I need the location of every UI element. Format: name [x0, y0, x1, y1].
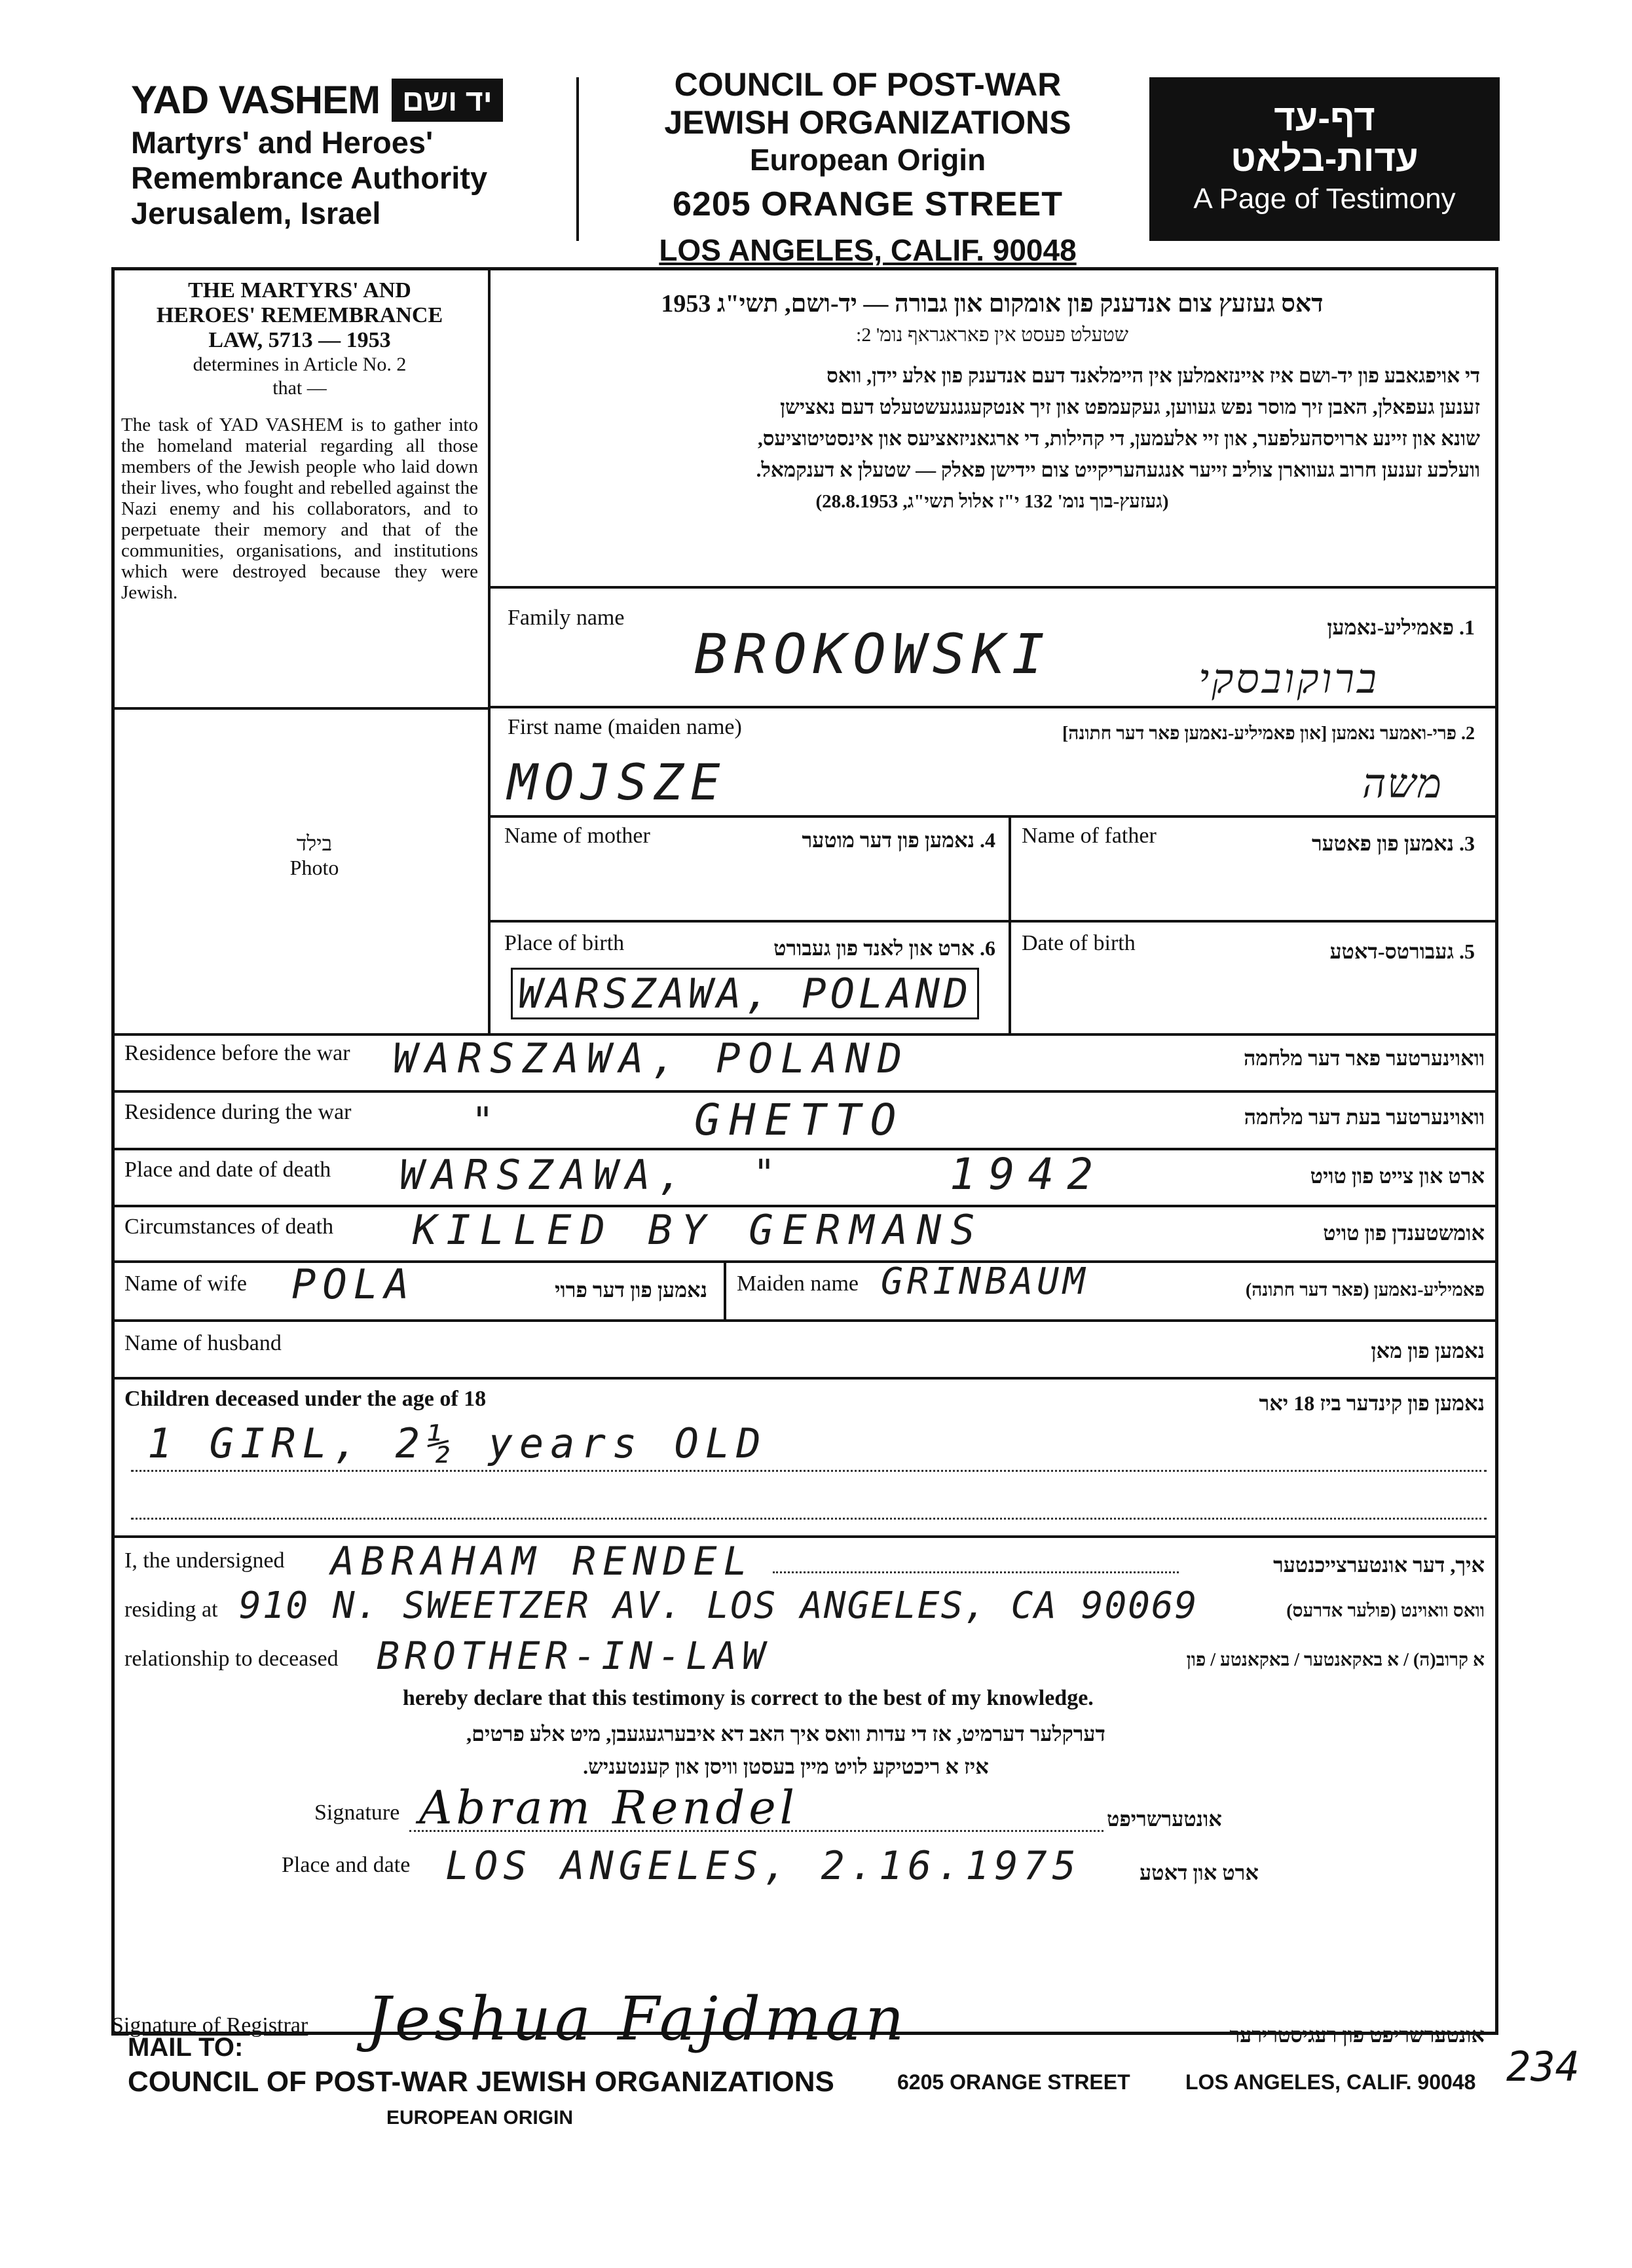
header-divider-left [576, 77, 579, 241]
yiddish-law-l5: (געזעץ-בוך נומ' 132 י"ז אלול תשי"ג, 28.8.1953) [815, 491, 1169, 512]
death-place-ditto[interactable]: " [753, 1152, 782, 1195]
place-date-value[interactable]: LOS ANGELES, 2.16.1975 [445, 1843, 1081, 1889]
birth-place-label: Place of birth [504, 931, 625, 955]
yad-vashem-title: YAD VASHEM [131, 78, 380, 122]
residing-heb-label: וואס וואוינט (פולער אדרעס) [1286, 1601, 1485, 1621]
wife-value[interactable]: POLA [291, 1260, 416, 1308]
testimony-hebrew1: דף-עד [1274, 97, 1375, 138]
law-box-line4: determines in Article No. 2 [193, 354, 407, 375]
header-left-line2: Remembrance Authority [131, 160, 488, 195]
undersigned-dotted [773, 1571, 1179, 1573]
law-box-line3: LAW, 5713 — 1953 [208, 328, 391, 352]
wife-divider [724, 1260, 726, 1319]
residence-during-heb-label: וואוינערטער בעת דער מלחמה [1244, 1105, 1485, 1129]
circumstances-value[interactable]: KILLED BY GERMANS [413, 1206, 984, 1254]
law-box-divider-h [111, 707, 490, 710]
footer-org: COUNCIL OF POST-WAR JEWISH ORGANIZATIONS [128, 2066, 834, 2098]
residing-value[interactable]: 910 N. SWEETZER AV. LOS ANGELES, CA 90069 [239, 1584, 1198, 1627]
family-name-value[interactable]: BROKOWSKI [694, 622, 1052, 686]
page-number: 234 [1506, 2043, 1580, 2091]
registrar-label: Signature of Registrar [111, 2013, 308, 2038]
place-date-heb-label: ארט און דאטע [1140, 1861, 1259, 1884]
footer-city: LOS ANGELES, CALIF. 90048 [1185, 2070, 1476, 2094]
wife-label: Name of wife [124, 1271, 247, 1296]
yiddish-law-l2: זענען געפאלן, האבן זיך מוסר נפש געווען, געקעמפט און זיך אנטקעגנגעשטעלט דעם נאצישן [780, 395, 1480, 418]
law-box [121, 278, 478, 603]
wife-heb-label: נאמען פון דער פרוי [555, 1278, 707, 1302]
registrar-heb-label: אונטערשריפט פון רעגיסטרירער [1229, 2023, 1485, 2047]
maiden-label: Maiden name [737, 1271, 859, 1296]
rule-10 [111, 1319, 1498, 1322]
law-box-line1: THE MARTYRS' AND [188, 278, 411, 302]
rule-1 [488, 586, 1498, 589]
father-heb-label: 3. נאמען פון פאטער [1311, 832, 1475, 855]
header-left-line1: Martyrs' and Heroes' [131, 125, 434, 160]
residing-label: residing at [124, 1598, 218, 1622]
death-place-heb-label: ארט און צייט פון טויט [1310, 1164, 1485, 1188]
rule-3 [488, 815, 1498, 818]
death-place-label: Place and date of death [124, 1158, 331, 1182]
death-date-value[interactable]: 1942 [950, 1149, 1106, 1199]
children-heb-label: נאמען פון קינדער ביז 18 יאר [1259, 1391, 1485, 1415]
mail-to-label: MAIL TO: [128, 2033, 244, 2062]
children-dotted-1 [131, 1470, 1487, 1472]
residence-during-label: Residence during the war [124, 1100, 352, 1124]
maiden-value[interactable]: GRINBAUM [881, 1260, 1089, 1303]
residence-before-heb-label: וואוינערטער פאר דער מלחמה [1243, 1046, 1485, 1070]
circumstances-heb-label: אומשטענדן פון טויט [1323, 1221, 1485, 1245]
yiddish-law-text [504, 288, 1480, 517]
testimony-hebrew2: עדות-בלאט [1231, 137, 1419, 179]
undersigned-label: I, the undersigned [124, 1548, 285, 1573]
yad-vashem-logo: יד ושם [392, 79, 502, 122]
footer-origin: EUROPEAN ORIGIN [386, 2107, 574, 2129]
yiddish-law-l1: די אויפגאבע פון יד-ושם איז איינזאמלען אין היימלאנד דעם אנדענק פון אלע יידן, וואס [826, 364, 1480, 387]
signature-dotted [409, 1830, 1103, 1832]
declaration-heb-1: דערקלער דערמיט, אז די עדות וואס איך האב דא איבערגעגעבן, מיט אלע פרטים, [466, 1722, 1105, 1746]
header-left-line3: Jerusalem, Israel [131, 196, 381, 230]
relationship-label: relationship to deceased [124, 1647, 339, 1671]
signature-heb-label: אונטערשריפט [1107, 1807, 1222, 1831]
birth-place-heb-label: 6. ארט און לאנד פון געבורט [773, 936, 995, 960]
first-name-label: First name (maiden name) [508, 715, 742, 739]
residence-during-ditto[interactable]: " [472, 1100, 500, 1143]
council-line5: LOS ANGELES, CALIF. 90048 [659, 233, 1077, 267]
rule-6 [111, 1090, 1498, 1093]
rule-12 [111, 1535, 1498, 1538]
relationship-heb-label: א קרוב(ה) / א באקאנטער / באקאנטע / פון [1186, 1650, 1485, 1670]
residence-before-label: Residence before the war [124, 1041, 350, 1065]
children-value[interactable]: 1 GIRL, 2½ years OLD [147, 1419, 768, 1467]
birth-date-heb-label: 5. געבורטס-דאטע [1329, 940, 1475, 963]
family-name-heb-label: 1. פאמיליע-נאמען [1327, 615, 1475, 639]
death-place-value[interactable]: WARSZAWA, [399, 1151, 690, 1199]
rule-2 [488, 706, 1498, 708]
photo-label: Photo [289, 856, 339, 879]
testimony-english: A Page of Testimony [1193, 183, 1456, 215]
birth-date-label: Date of birth [1022, 931, 1136, 955]
father-label: Name of father [1022, 824, 1157, 848]
circumstances-label: Circumstances of death [124, 1215, 334, 1239]
signature-label: Signature [314, 1801, 400, 1825]
rule-4 [488, 920, 1498, 923]
husband-label: Name of husband [124, 1331, 282, 1355]
family-name-heb-value[interactable]: ברוקובסקי [1198, 655, 1379, 703]
yiddish-law-title: דאס געזעץ צום אנדענק פון אומקום און גבורה — יד-ושם, תשי"ג 1953 [661, 290, 1324, 318]
declaration-heb-2: איז א ריכטיקע לויט מיין בעסטן וויסן און קענטעניש. [583, 1755, 989, 1778]
council-header [629, 65, 1107, 270]
family-name-label: Family name [508, 606, 625, 630]
photo-label-hebrew: בילד [296, 832, 333, 855]
husband-heb-label: נאמען פון מאן [1371, 1339, 1485, 1363]
photo-placeholder [249, 832, 380, 880]
law-box-line2: HEROES' REMEMBRANCE [156, 303, 443, 327]
rule-11 [111, 1377, 1498, 1380]
yiddish-law-l4: וועלכע זענען חרוב געווארן צוליב זייער אנגעהעריקייט צום יידישן פאלק — שטעלן א דענקמאל. [756, 458, 1480, 481]
footer-address: 6205 ORANGE STREET [897, 2070, 1130, 2094]
undersigned-heb-label: איך, דער אונטערצייכנטער [1273, 1553, 1485, 1577]
yiddish-law-subtitle: שטעלט פעסט אין פאראגראף נומ' 2: [856, 324, 1128, 346]
relationship-value[interactable]: BROTHER-IN-LAW [377, 1634, 770, 1678]
birth-place-value[interactable]: WARSZAWA, POLAND [511, 968, 979, 1019]
yiddish-law-l3: שונא און זיינע ארויסהעלפער, און זיי אלעמען, די קהילות, די ארגאניזאציעס און אינסטיטוציעס, [758, 427, 1480, 450]
residence-before-value[interactable]: WARSZAWA, POLAND [393, 1034, 910, 1082]
signature-value[interactable]: Abram Rendel [419, 1781, 799, 1835]
first-name-heb-value[interactable]: משה [1362, 759, 1443, 807]
place-date-label: Place and date [282, 1853, 411, 1877]
law-box-body: The task of YAD VASHEM is to gather into the homeland material regarding all those members of the Jewish people who laid down their lives, who fought and rebelled against the Nazi enemy and his collaborators, and to perpetuate their memory and that of the communities, organisations, and institutions which were destroyed because they were Jewish. [121, 414, 478, 603]
first-name-value[interactable]: MOJSZE [508, 753, 727, 811]
law-box-divider-v [488, 267, 491, 1033]
residence-during-value[interactable]: GHETTO [694, 1095, 906, 1145]
council-line2: JEWISH ORGANIZATIONS [664, 104, 1071, 141]
law-box-line5: that — [272, 377, 327, 399]
council-line3: European Origin [749, 143, 986, 177]
undersigned-value[interactable]: ABRAHAM RENDEL [331, 1539, 754, 1584]
mother-label: Name of mother [504, 824, 650, 848]
council-line1: COUNCIL OF POST-WAR [674, 66, 1062, 103]
registrar-signature[interactable]: Jeshua Fajdman [367, 1984, 908, 2054]
first-name-heb-label: 2. פרי-ואמער נאמען [און פאמיליע-נאמען פאר דער חתונה] [1062, 723, 1475, 744]
page-of-testimony-box [1149, 77, 1500, 241]
yad-vashem-header [131, 77, 589, 231]
children-dotted-2 [131, 1518, 1487, 1520]
council-line4: 6205 ORANGE STREET [673, 185, 1063, 223]
mid-divider-a [1009, 815, 1011, 1033]
maiden-heb-label: פאמיליע-נאמען (פאר דער חתונה) [1245, 1280, 1485, 1300]
children-label: Children deceased under the age of 18 [124, 1387, 487, 1411]
declaration-statement: hereby declare that this testimony is correct to the best of my knowledge. [403, 1686, 1094, 1710]
mother-heb-label: 4. נאמען פון דער מוטער [802, 828, 995, 852]
rule-7 [111, 1148, 1498, 1150]
